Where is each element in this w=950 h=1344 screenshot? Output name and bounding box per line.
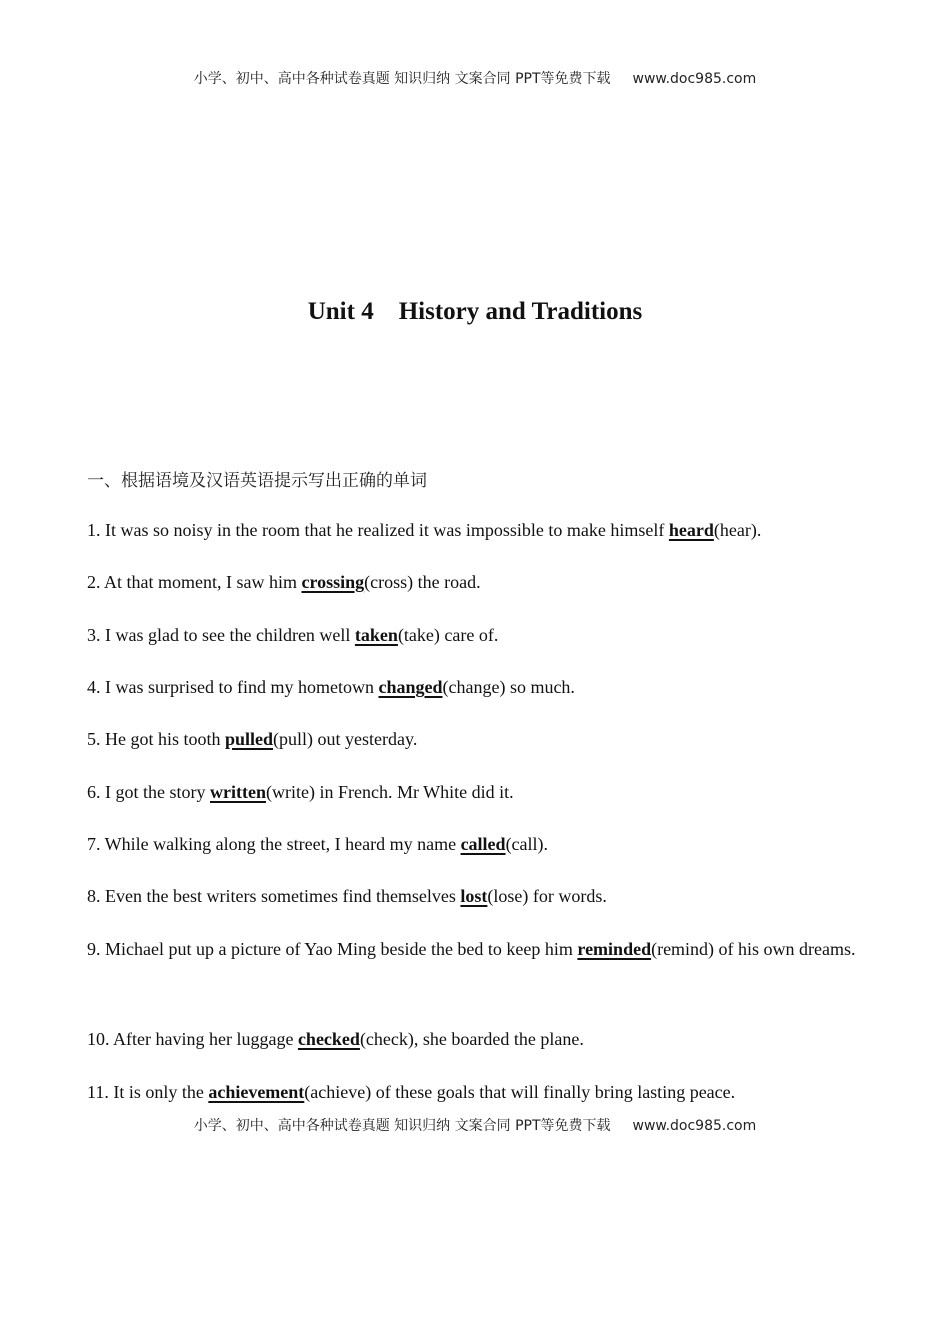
question-text: 3. I was glad to see the children well [87,625,355,645]
question-9 [87,930,863,968]
question-text: 5. He got his tooth [87,729,225,749]
question-text: 6. I got the story [87,782,210,802]
question-text: 11. It is only the [87,1082,209,1102]
question-hint: (check), she boarded the plane. [359,1029,584,1049]
question-hint: (remind) of his own dreams. [651,939,856,959]
question-7 [87,825,863,863]
answer-word: changed [378,677,443,697]
question-hint: (cross) the road. [364,572,481,592]
question-hint: (take) care of. [397,625,499,645]
question-text: 8. Even the best writers sometimes find themselves [87,886,461,906]
question-text: 1. It was so noisy in the room that he realized it was impossible to make himself [87,520,669,540]
header-url-link[interactable]: www.doc985.com [632,71,757,87]
page-header [0,68,950,88]
question-1 [87,511,863,549]
question-hint: (lose) for words. [487,886,607,906]
answer-word: achievement [208,1082,305,1102]
question-5 [87,720,863,758]
answer-word: lost [460,886,488,906]
question-hint: (write) in French. Mr White did it. [265,782,514,802]
answer-word: pulled [225,729,274,749]
question-hint: (hear). [713,520,762,540]
answer-word: written [210,782,266,802]
answer-word: checked [297,1029,360,1049]
answer-word: crossing [301,572,365,592]
footer-text: 小学、初中、高中各种试卷真题 知识归纳 文案合同 PPT等免费下载 [193,1118,611,1134]
question-hint: (achieve) of these goals that will finally bring lasting peace. [304,1082,736,1102]
answer-word: called [460,834,506,854]
question-2 [87,563,863,601]
answer-word: taken [354,625,398,645]
question-6 [87,773,863,811]
question-11 [87,1073,863,1111]
question-text: 9. Michael put up a picture of Yao Ming beside the bed to keep him [87,939,578,959]
question-10 [87,1020,863,1058]
footer-url-link[interactable]: www.doc985.com [632,1118,757,1134]
page-title: Unit 4 History and Traditions [307,298,643,325]
header-text: 小学、初中、高中各种试卷真题 知识归纳 文案合同 PPT等免费下载 [193,71,611,87]
question-4 [87,668,863,706]
question-text: 10. After having her luggage [87,1029,298,1049]
question-text: 7. While walking along the street, I heard my name [87,834,461,854]
question-3 [87,616,863,654]
answer-word: heard [668,520,714,540]
question-hint: (pull) out yesterday. [273,729,418,749]
question-hint: (change) so much. [442,677,575,697]
question-text: 4. I was surprised to find my hometown [87,677,379,697]
question-8 [87,877,863,915]
section-heading: 一、根据语境及汉语英语提示写出正确的单词 [87,471,427,491]
question-hint: (call). [505,834,549,854]
answer-word: reminded [577,939,652,959]
page-footer [0,1115,950,1135]
question-text: 2. At that moment, I saw him [87,572,302,592]
